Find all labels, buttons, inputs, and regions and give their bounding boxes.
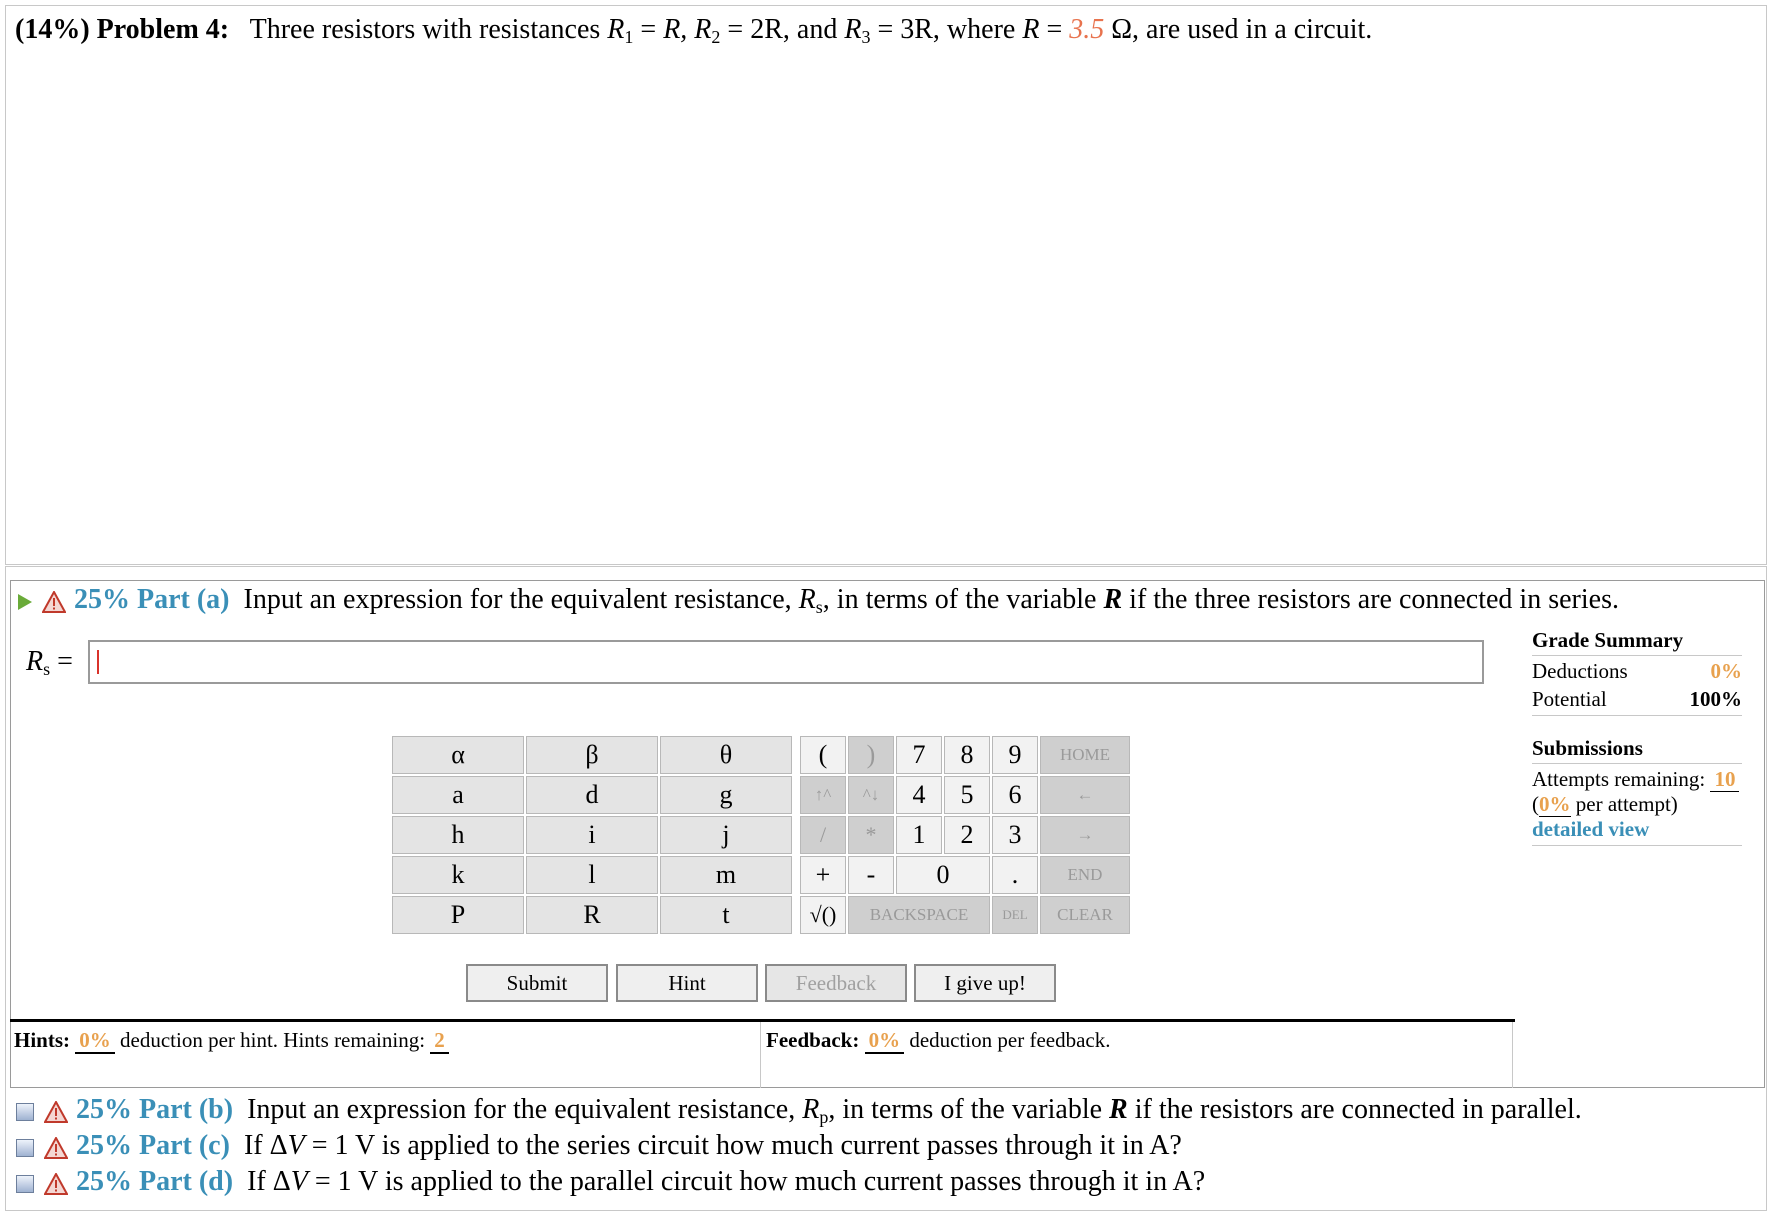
key-alpha[interactable]: α: [392, 736, 524, 774]
part-c-header[interactable]: [16, 1130, 1182, 1162]
part-c-percent: 25%: [76, 1130, 132, 1161]
hints-remaining: 2: [430, 1028, 449, 1054]
sub-3: 3: [861, 27, 871, 47]
key-1[interactable]: 1: [896, 816, 942, 854]
give-up-button[interactable]: I give up!: [914, 964, 1056, 1002]
key-minus[interactable]: -: [848, 856, 894, 894]
deductions-value: 0%: [1710, 659, 1742, 683]
spacer: [794, 856, 798, 894]
part-a-header[interactable]: [18, 584, 1619, 616]
problem-weight: (14%): [15, 14, 90, 45]
var-r: R: [1022, 14, 1040, 45]
potential-label: Potential: [1532, 687, 1607, 711]
hints-label: Hints:: [14, 1028, 71, 1052]
grade-summary: [1532, 628, 1742, 716]
problem-text: Three resistors with resistances: [249, 14, 601, 45]
part-c-text: If Δ: [243, 1130, 288, 1161]
collapsed-icon: [16, 1103, 34, 1121]
key-left-arrow[interactable]: ←: [1040, 776, 1130, 814]
var-r2: R: [694, 14, 712, 45]
unit-tail: Ω, are used in a circuit.: [1111, 14, 1373, 45]
var-rs: R: [798, 584, 816, 615]
key-l[interactable]: l: [526, 856, 658, 894]
per-attempt-value: 0%: [1539, 792, 1571, 816]
part-b-text-3: if the resistors are connected in parallel.: [1134, 1094, 1582, 1125]
key-2[interactable]: 2: [944, 816, 990, 854]
key-7[interactable]: 7: [896, 736, 942, 774]
key-dot[interactable]: .: [992, 856, 1038, 894]
key-backspace[interactable]: BACKSPACE: [848, 896, 990, 934]
key-9[interactable]: 9: [992, 736, 1038, 774]
attempts-value: 10: [1710, 767, 1739, 792]
key-plus[interactable]: +: [800, 856, 846, 894]
var-r-bold: R: [1109, 1094, 1128, 1125]
spacer: [794, 896, 798, 934]
var-v: V: [290, 1166, 308, 1197]
key-divide[interactable]: /: [800, 816, 846, 854]
potential-value: 100%: [1689, 687, 1742, 711]
var-v: V: [287, 1130, 305, 1161]
part-b-header[interactable]: [16, 1094, 1582, 1126]
problem-statement: [15, 14, 1372, 46]
key-a[interactable]: a: [392, 776, 524, 814]
part-b-text-2: , in terms of the variable: [828, 1094, 1103, 1125]
where-text: where: [946, 14, 1016, 45]
r2-value: 2R,: [750, 14, 790, 45]
key-j[interactable]: j: [660, 816, 792, 854]
key-g[interactable]: g: [660, 776, 792, 814]
hints-divider: [10, 1019, 1515, 1022]
part-d-text-2: = 1 V is applied to the parallel circuit how much current passes through it in A?: [314, 1166, 1206, 1197]
feedback-button[interactable]: Feedback: [765, 964, 907, 1002]
key-del[interactable]: DEL: [992, 896, 1038, 934]
feedback-info: [766, 1028, 1110, 1053]
part-d-text: If Δ: [247, 1166, 291, 1197]
key-lparen[interactable]: (: [800, 736, 846, 774]
key-8[interactable]: 8: [944, 736, 990, 774]
part-d-percent: 25%: [76, 1166, 132, 1197]
key-up-power[interactable]: ↑^: [800, 776, 846, 814]
key-3[interactable]: 3: [992, 816, 1038, 854]
sub-p: p: [819, 1107, 829, 1127]
key-k[interactable]: k: [392, 856, 524, 894]
per-attempt-label: per attempt): [1575, 792, 1678, 816]
divider: [1532, 715, 1742, 716]
feedback-text: deduction per feedback.: [909, 1028, 1111, 1052]
key-5[interactable]: 5: [944, 776, 990, 814]
divider: [1532, 845, 1742, 846]
play-icon: [18, 594, 32, 610]
key-4[interactable]: 4: [896, 776, 942, 814]
hints-deduction: 0%: [75, 1028, 115, 1054]
part-a-text-3: if the three resistors are connected in series.: [1129, 584, 1619, 615]
key-d[interactable]: d: [526, 776, 658, 814]
hints-info: [14, 1028, 449, 1053]
key-beta[interactable]: β: [526, 736, 658, 774]
key-i[interactable]: i: [526, 816, 658, 854]
key-end[interactable]: END: [1040, 856, 1130, 894]
var-r3: R: [844, 14, 862, 45]
paren: (: [1532, 792, 1539, 816]
key-t[interactable]: t: [660, 896, 792, 934]
text-caret: [97, 650, 99, 674]
key-multiply[interactable]: *: [848, 816, 894, 854]
warning-icon: [44, 1137, 68, 1159]
var-r1: R: [607, 14, 625, 45]
key-r[interactable]: R: [526, 896, 658, 934]
deductions-label: Deductions: [1532, 659, 1628, 683]
answer-label: [26, 646, 73, 678]
sub-1: 1: [624, 27, 634, 47]
spacer: [794, 816, 798, 854]
collapsed-icon: [16, 1139, 34, 1157]
var-rp: R: [802, 1094, 820, 1125]
key-m[interactable]: m: [660, 856, 792, 894]
answer-sub: s: [43, 659, 51, 679]
eq-sign: =: [727, 14, 744, 45]
part-b-text: Input an expression for the equivalent resistance,: [247, 1094, 796, 1125]
part-b-label: Part (b): [139, 1094, 234, 1125]
part-a-label: Part (a): [137, 584, 230, 615]
eq-sign: =: [640, 14, 657, 45]
key-0[interactable]: 0: [896, 856, 990, 894]
problem-label: Problem 4:: [96, 14, 230, 45]
eq-sign: =: [877, 14, 894, 45]
submissions-title: Submissions: [1532, 736, 1643, 760]
submit-button[interactable]: Submit: [466, 964, 608, 1002]
key-rparen[interactable]: ): [848, 736, 894, 774]
sub-s: s: [815, 597, 823, 617]
keypad: [390, 734, 1132, 936]
part-a-text: Input an expression for the equivalent resistance,: [243, 584, 792, 615]
key-home[interactable]: HOME: [1040, 736, 1130, 774]
feedback-deduction: 0%: [865, 1028, 905, 1054]
grade-summary-title: Grade Summary: [1532, 628, 1684, 652]
key-p[interactable]: P: [392, 896, 524, 934]
sub-2: 2: [711, 27, 721, 47]
r1-value: R,: [663, 14, 688, 45]
spacer: [794, 736, 798, 774]
key-theta[interactable]: θ: [660, 736, 792, 774]
part-c-text-2: = 1 V is applied to the series circuit how much current passes through it in A?: [311, 1130, 1182, 1161]
hints-text: deduction per hint. Hints remaining:: [120, 1028, 426, 1052]
attempts-label: Attempts remaining:: [1532, 767, 1706, 791]
divider: [1532, 655, 1742, 656]
eq-sign: =: [1046, 14, 1063, 45]
and-text: and: [796, 14, 838, 45]
submissions: [1532, 736, 1742, 846]
feedback-label: Feedback:: [766, 1028, 860, 1052]
part-a-text-2: , in terms of the variable: [822, 584, 1097, 615]
part-d-label: Part (d): [139, 1166, 234, 1197]
part-a-percent: 25%: [74, 584, 130, 615]
part-b-percent: 25%: [76, 1094, 132, 1125]
resistance-value: 3.5: [1069, 14, 1105, 45]
warning-icon: [44, 1101, 68, 1123]
key-down-power[interactable]: ^↓: [848, 776, 894, 814]
part-c-label: Part (c): [139, 1130, 230, 1161]
key-right-arrow[interactable]: →: [1040, 816, 1130, 854]
warning-icon: [42, 591, 66, 613]
answer-eq: =: [57, 646, 73, 677]
hint-button[interactable]: Hint: [616, 964, 758, 1002]
problem-panel: [5, 5, 1767, 565]
part-d-header[interactable]: [16, 1166, 1205, 1198]
detailed-view-link[interactable]: detailed view: [1532, 817, 1650, 841]
spacer: [794, 776, 798, 814]
key-6[interactable]: 6: [992, 776, 1038, 814]
divider: [1532, 763, 1742, 764]
key-sqrt[interactable]: √(): [800, 896, 846, 934]
warning-icon: [44, 1173, 68, 1195]
answer-var: R: [26, 646, 44, 677]
collapsed-icon: [16, 1175, 34, 1193]
vertical-divider: [760, 1022, 761, 1088]
r3-value: 3R,: [900, 14, 940, 45]
answer-input[interactable]: [88, 640, 1484, 684]
vertical-divider: [1512, 1022, 1513, 1088]
var-r-bold: R: [1103, 584, 1123, 615]
key-h[interactable]: h: [392, 816, 524, 854]
key-clear[interactable]: CLEAR: [1040, 896, 1130, 934]
